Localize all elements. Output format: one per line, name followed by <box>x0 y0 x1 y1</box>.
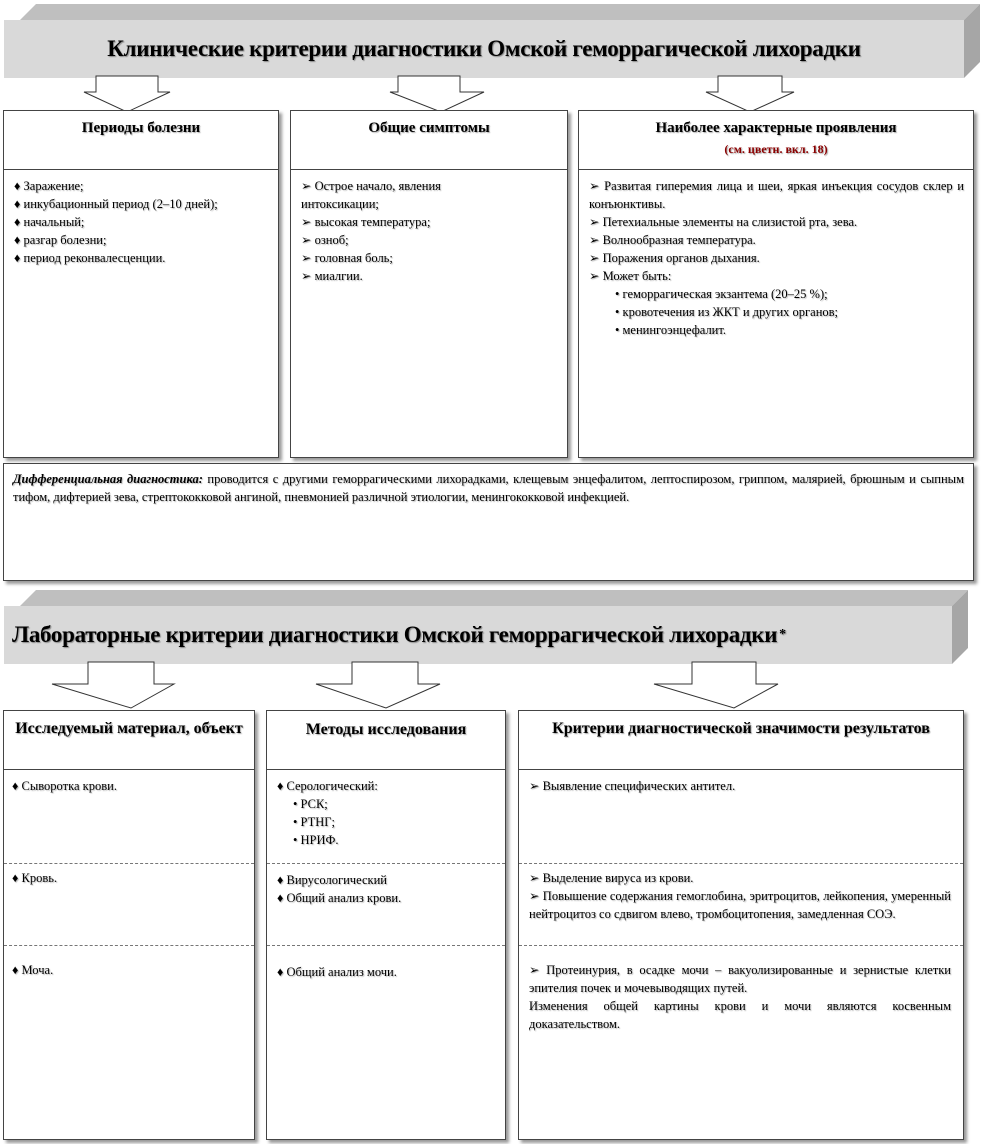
symptoms-list <box>301 177 507 285</box>
list-item: ➢ Может быть: <box>589 269 672 283</box>
criteria-header: Критерии диагностической значимости результатов <box>552 720 930 737</box>
section2-title: Лабораторные критерии диагностики Омской геморрагической лихорадки <box>12 622 778 647</box>
color-insert-reference: (см. цветн. вкл. 18) <box>724 142 828 156</box>
periods-header: Периоды болезни <box>81 120 201 136</box>
list-item: ♦ Вирусологический <box>277 873 387 887</box>
arrow-down-icon <box>60 76 170 112</box>
material-row-1: ♦ Сыворотка крови. <box>12 779 117 793</box>
section2-banner <box>4 590 968 664</box>
list-item: ➢ Повышение содержания гемоглобина, эритроцитов, лейкопения, умеренный нейтроцитоз со сдвигом влево, тромбоцитопения, замедленная СОЭ. <box>529 889 951 921</box>
list-item: ➢ Волнообразная температура. <box>589 233 756 247</box>
periods-list <box>14 177 248 267</box>
manifestations-box <box>578 110 974 458</box>
criteria-row-2 <box>529 869 951 923</box>
list-item: ♦ начальный; <box>14 215 85 229</box>
sub-list-item: • кровотечения из ЖКТ и других органов; <box>615 305 839 319</box>
list-item: ➢ Протеинурия, в осадке мочи – вакуолизированные и зернистые клетки эпителия почек и мочевыводящих путей. <box>529 963 951 995</box>
criteria-box <box>518 710 964 1140</box>
sub-list-item: • РСК; <box>293 797 328 811</box>
list-item: ➢ озноб; <box>301 233 349 247</box>
symptoms-header: Общие симптомы <box>368 120 490 136</box>
list-item: ➢ Острое начало, явления интоксикации; <box>301 179 441 211</box>
manifestations-list <box>589 177 964 339</box>
differential-box <box>3 463 974 581</box>
arrow-down-icon <box>48 662 178 708</box>
section1-banner <box>4 4 980 78</box>
material-row-2: ♦ Кровь. <box>12 871 58 885</box>
list-item: ➢ Поражения органов дыхания. <box>589 251 760 265</box>
arrow-down-icon <box>690 76 800 112</box>
methods-row-1 <box>277 777 378 849</box>
periods-box <box>3 110 279 458</box>
sub-list-item: • геморрагическая экзантема (20–25 %); <box>615 287 828 301</box>
arrow-down-icon <box>312 662 442 708</box>
differential-body: проводится с другими геморрагическими лихорадками, клещевым энцефалитом, лептоспирозом, гриппом, малярией, брюшным и сыпным тифом, дифтерией зева, стрептококковой ангиной, пневмонией различной этиологии, менингококковой инфекцией. <box>13 472 964 504</box>
list-item: ➢ головная боль; <box>301 251 393 265</box>
arrow-down-icon <box>650 662 780 708</box>
list-item: ♦ Заражение; <box>14 179 84 193</box>
manifestations-header: Наиболее характерные проявления <box>655 120 897 136</box>
sub-list-item: • НРИФ. <box>293 833 339 847</box>
symptoms-box <box>290 110 568 458</box>
differential-text <box>13 470 964 506</box>
list-item: ➢ Выявление специфических антител. <box>529 779 736 793</box>
list-item: ➢ Развитая гиперемия лица и шеи, яркая инъекция сосудов склер и конъюнктивы. <box>589 179 964 211</box>
list-item: ♦ разгар болезни; <box>14 233 107 247</box>
list-item: Изменения общей картины крови и мочи являются косвенным доказательством. <box>529 999 951 1031</box>
list-item: ♦ период реконвалесценции. <box>14 251 166 265</box>
list-item: ➢ высокая температура; <box>301 215 431 229</box>
footnote-mark: * <box>779 627 786 642</box>
list-item: ➢ Выделение вируса из крови. <box>529 871 694 885</box>
material-box <box>3 710 255 1140</box>
list-item: ♦ Серологический: <box>277 779 378 793</box>
sub-list-item: • РТНГ; <box>293 815 335 829</box>
sub-list-item: • менингоэнцефалит. <box>615 323 727 337</box>
list-item: ♦ Общий анализ мочи. <box>277 965 397 979</box>
methods-header: Методы исследования <box>305 721 467 738</box>
material-row-3: ♦ Моча. <box>12 963 54 977</box>
material-header: Исследуемый материал, объект <box>15 720 243 737</box>
criteria-row-1 <box>529 777 951 795</box>
list-item: ➢ Петехиальные элементы на слизистой рта, зева. <box>589 215 858 229</box>
methods-row-3 <box>277 963 397 981</box>
arrow-down-icon <box>374 76 484 112</box>
list-item: ♦ инкубационный период (2–10 дней); <box>14 197 218 211</box>
list-item: ♦ Общий анализ крови. <box>277 891 402 905</box>
section1-title: Клинические критерии диагностики Омской геморрагической лихорадки <box>107 36 861 61</box>
differential-label: Дифференциальная диагностика: <box>13 472 203 486</box>
criteria-row-3 <box>529 961 951 1033</box>
list-item: ➢ миалгии. <box>301 269 363 283</box>
methods-box <box>266 710 506 1140</box>
methods-row-2 <box>277 871 401 907</box>
